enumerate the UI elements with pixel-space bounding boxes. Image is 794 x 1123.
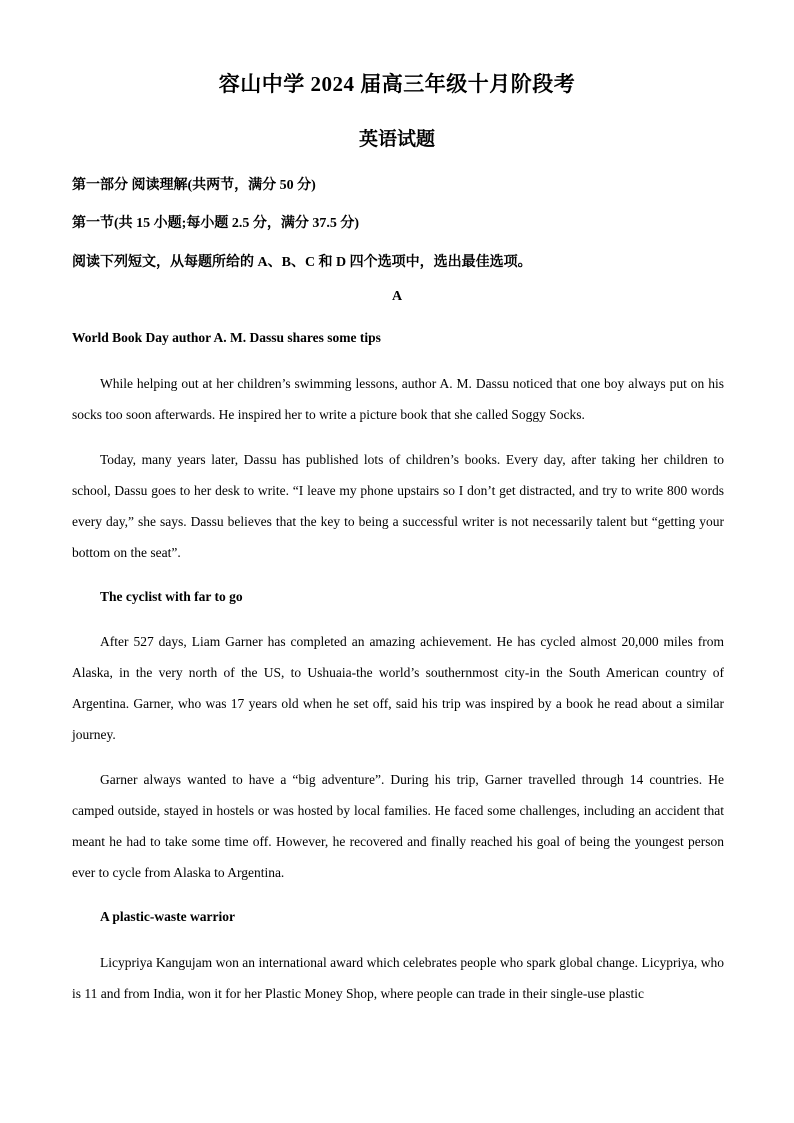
passage-letter: A (391, 289, 403, 304)
paragraph: While helping out at her children’s swimming lessons, author A. M. Dassu noticed that one boy always put on his socks too soon afterwards. He inspired her to write a picture book that she called Soggy Socks. (72, 376, 724, 422)
passage-heading: World Book Day author A. M. Dassu shares some tips (72, 330, 381, 345)
section-instruction: 第一节(共 15 小题;每小题 2.5 分，满分 37.5 分) (72, 216, 359, 231)
part-instruction: 第一部分 阅读理解(共两节，满分 50 分) (72, 178, 316, 193)
paragraph: Today, many years later, Dassu has published lots of children’s books. Every day, after taking her children to school, Dassu goes to her desk to write. “I leave my phone upstairs so I don’t get distracted, and try to write 800 words every day,” she says. Dassu believes that the key to being a successful writer is not necessarily talent but “getting your bottom on the seat”. (72, 452, 724, 560)
paragraph: After 527 days, Liam Garner has completed an amazing achievement. He has cycled almost 20,000 miles from Alaska, in the very north of the US, to Ushuaia-the world’s southernmost city-in the South American country of Argentina. Garner, who was 17 years old when he set off, said his trip was inspired by a book he read about a similar journey. (72, 634, 724, 742)
subheading-cyclist: The cyclist with far to go (100, 589, 243, 604)
exam-title: 容山中学 2024 届高三年级十月阶段考 (218, 72, 576, 96)
exam-subtitle: 英语试题 (358, 129, 435, 150)
paragraph: Garner always wanted to have a “big adventure”. During his trip, Garner travelled through 14 countries. He camped outside, stayed in hostels or was hosted by local families. He faced some challenges, including an accident that meant he had to take some time off. However, he recovered and finally reached his goal of being the youngest person ever to cycle from Alaska to Argentina. (72, 772, 724, 880)
subheading-plastic: A plastic-waste warrior (100, 909, 235, 924)
directions-text: 阅读下列短文，从每题所给的 A、B、C 和 D 四个选项中，选出最佳选项。 (72, 255, 532, 270)
paragraph: Licypriya Kangujam won an international award which celebrates people who spark global change. Licypriya, who is 11 and from India, won it for her Plastic Money Shop, where people can trade in their single-use plastic (72, 955, 724, 1001)
